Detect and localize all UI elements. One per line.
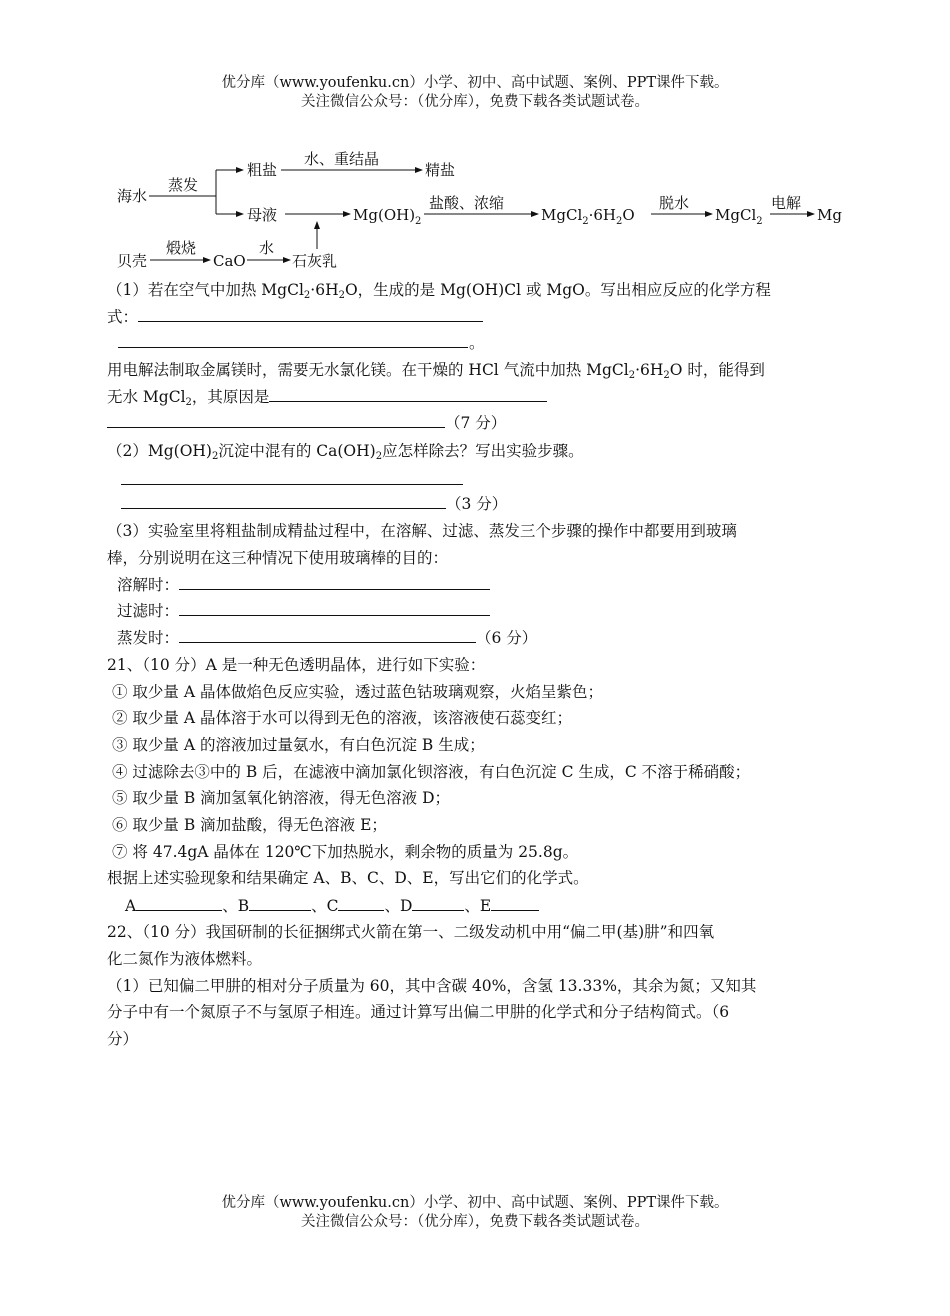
answer-blank-steps-2[interactable]	[121, 493, 446, 509]
q22-p1-line1: （1）已知偏二甲肼的相对分子质量为 60，其中含碳 40%，含氢 13.33%，其余为氮；又知其	[107, 977, 757, 995]
flow-mgcl2: MgCl$_2$	[715, 206, 763, 227]
q20-p3-line1: （3）实验室里将粗盐制成精盐过程中，在溶解、过滤、蒸发三个步骤的操作中都要用到玻璃	[107, 522, 737, 540]
q21-step-3: ③ 取少量 A 的溶液加过量氨水，有白色沉淀 B 生成；	[112, 736, 485, 754]
q21-step-7: ⑦ 将 47.4gA 晶体在 120℃下加热脱水，剩余物的质量为 25.8g。	[112, 843, 579, 861]
q22-title-line1: 22、（10 分）我国研制的长征捆绑式火箭在第一、二级发动机中用“偏二甲(基)肼”和四氧	[107, 923, 715, 941]
answer-blank-c[interactable]	[338, 895, 384, 911]
flow-crude-salt: 粗盐	[247, 161, 278, 179]
q20-p1-line4: 用电解法制取金属镁时，需要无水氯化镁。在干燥的 HCl 气流中加热 $MgCl_2\cdot 6H_2O$ 时，能得到	[107, 361, 765, 381]
q21-step-1: ① 取少量 A 晶体做焰色反应实验，透过蓝色钴玻璃观察，火焰呈紫色；	[112, 683, 603, 701]
answer-blank-evaporate[interactable]	[179, 627, 476, 643]
answer-blank-dissolve[interactable]	[179, 574, 490, 590]
flow-water: 水	[259, 239, 275, 257]
q21-step-2: ② 取少量 A 晶体溶于水可以得到无色的溶液，该溶液使石蕊变红；	[112, 709, 572, 727]
flow-mother-liquor: 母液	[247, 206, 278, 224]
flow-mg: Mg	[817, 206, 842, 224]
flow-evaporate: 蒸发	[168, 176, 199, 194]
q20-p1-line5: 无水 MgCl$_2$，其原因是	[107, 386, 547, 408]
q20-p3-evaporate: 蒸发时： （6 分）	[117, 629, 538, 647]
q20-p3-line2: 棒，分别说明在这三种情况下使用玻璃棒的目的：	[107, 549, 449, 567]
flow-cao: CaO	[213, 252, 246, 270]
answer-blank-reason-1[interactable]	[269, 386, 547, 402]
flow-seawater: 海水	[117, 187, 148, 205]
answer-blank-filter[interactable]	[179, 600, 490, 616]
q20-p1-period: 。	[469, 334, 485, 352]
q20-p3-dissolve: 溶解时：	[117, 574, 490, 596]
flow-lime-milk: 石灰乳	[292, 252, 338, 270]
q20-p2-line1: $(2)Mg(OH)_2$沉淀中混有的 $Ca(OH)_2$应怎样除去？写出实验步骤。	[107, 442, 584, 462]
flow-acid-concentrate: 盐酸、浓缩	[429, 194, 505, 212]
q20-p3-filter: 过滤时：	[117, 600, 490, 622]
q21-step-4: ④ 过滤除去③中的 B 后，在滤液中滴加氯化钡溶液，有白色沉淀 C 生成，C 不溶于稀硝酸；	[112, 763, 751, 781]
header-line-2: 关注微信公众号：（优分库），免费下载各类试题试卷。	[301, 94, 649, 110]
answer-blank-a[interactable]	[136, 895, 222, 911]
q21-title: 21、（10 分）A 是一种无色透明晶体，进行如下实验：	[107, 656, 486, 674]
flow-mgcl2-hydrate: $MgCl_2\cdot 6H_2O$	[541, 206, 635, 227]
flow-calcine: 煅烧	[166, 239, 197, 257]
q20-p2-line3: （3 分）	[121, 493, 507, 515]
q20-p1-line2: 式：	[107, 306, 483, 328]
answer-blank-equation-1[interactable]	[138, 306, 483, 322]
q22-p1-line3: 分）	[107, 1030, 139, 1048]
flow-fine-salt: 精盐	[425, 161, 456, 179]
q21-step-6: ⑥ 取少量 B 滴加盐酸，得无色溶液 E；	[112, 816, 387, 834]
q21-conclusion: 根据上述实验现象和结果确定 A、B、C、D、E，写出它们的化学式。	[107, 869, 589, 887]
seawater-flow-diagram	[0, 0, 950, 275]
answer-blank-equation-2[interactable]	[118, 347, 468, 348]
flow-mgoh2: $Mg(OH)_2$	[353, 206, 422, 227]
header-line-1: 优分库（www.youfenku.cn）小学、初中、高中试题、案例、PPT课件下载。	[221, 75, 729, 91]
q22-p1-line2: 分子中有一个氮原子不与氢原子相连。通过计算写出偏二甲肼的化学式和分子结构简式。（6	[107, 1003, 730, 1021]
answer-blank-b[interactable]	[249, 895, 311, 911]
answer-blank-d[interactable]	[412, 895, 464, 911]
q21-answers: A 、B 、C 、D 、E	[125, 895, 539, 917]
flow-electrolysis: 电解	[771, 194, 802, 212]
flow-dehydrate: 脱水	[659, 194, 690, 212]
answer-blank-reason-2[interactable]	[107, 412, 445, 428]
answer-blank-steps-1[interactable]	[121, 484, 463, 485]
flow-shell: 贝壳	[117, 252, 148, 270]
footer-line-2: 关注微信公众号：（优分库），免费下载各类试题试卷。	[301, 1214, 649, 1230]
q20-p1-line1: （1）若在空气中加热 $MgCl_2\cdot 6H_2O$，生成的是 Mg(OH)Cl 或 MgO。写出相应反应的化学方程	[107, 281, 771, 301]
footer-line-1: 优分库（www.youfenku.cn）小学、初中、高中试题、案例、PPT课件下载。	[221, 1195, 729, 1211]
answer-blank-e[interactable]	[491, 895, 539, 911]
q21-step-5: ⑤ 取少量 B 滴加氢氧化钠溶液，得无色溶液 D；	[112, 789, 451, 807]
q20-p1-line6: （7 分）	[107, 412, 506, 434]
flow-recrystallize: 水、重结晶	[304, 150, 380, 168]
q22-title-line2: 化二氮作为液体燃料。	[107, 950, 263, 968]
